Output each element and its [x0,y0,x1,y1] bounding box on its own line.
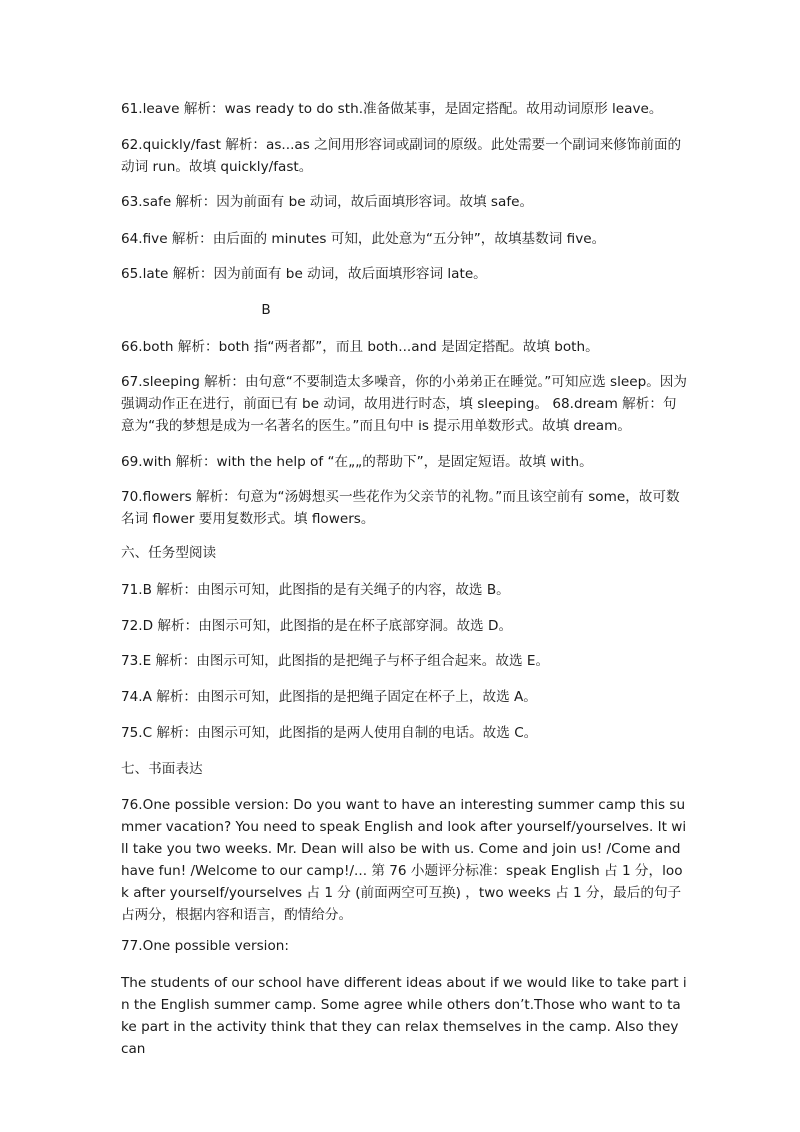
section-6-heading: 六、任务型阅读 [121,545,217,561]
answer-76: 76.One possible version: Do you want to have an interesting summer camp this summer vacation? You need to speak English and look after yourself/yourselves. It will take you two weeks. Mr. Dean will also be with us. Come and join us! /Come and have fun! /Welcome to our camp!/... 第 76 小题评分标准：speak English 占 1 分，look after yourself/yourselves 占 1 分 (前面两空可互换) ，two weeks 占 1 分，最后的句子占两分，根据内容和语言，酌情给分。 [121,797,687,923]
answer-77-body: The students of our school have different ideas about if we would like to take part in the English summer camp. Some agree while others don’t.Those who want to take part in the activity think that they can relax themselves in the camp. Also they can [121,975,687,1057]
section-7-heading: 七、书面表达 [121,761,203,777]
answer-70: 70.flowers 解析：句意为“汤姆想买一些花作为父亲节的礼物。”而且该空前有 some，故可数名词 flower 要用复数形式。填 flowers。 [121,489,680,527]
answer-62: 62.quickly/fast 解析：as...as 之间用形容词或副词的原级。此处需要一个副词来修饰前面的动词 run。故填 quickly/fast。 [121,137,682,175]
answer-69: 69.with 解析：with the help of “在„„的帮助下”，是固定短语。故填 with。 [121,454,593,470]
answer-63: 63.safe 解析：因为前面有 be 动词，故后面填形容词。故填 safe。 [121,194,534,210]
answer-67-68: 67.sleeping 解析：由句意“不要制造太多噪音，你的小弟弟正在睡觉。”可知应选 sleep。因为强调动作正在进行，前面已有 be 动词，故用进行时态，填 sleeping。 68.dream 解析：句意为“我的梦想是成为一名著名的医生。”而且句中 is 提示用单数形式。故填 dream。 [121,374,687,434]
answer-75: 75.C 解析：由图示可知，此图指的是两人使用自制的电话。故选 C。 [121,725,538,741]
answer-61: 61.leave 解析：was ready to do sth.准备做某事，是固定搭配。故用动词原形 leave。 [121,101,663,117]
answer-64: 64.five 解析：由后面的 minutes 可知，此处意为“五分钟”，故填基数词 five。 [121,231,606,247]
answer-71: 71.B 解析：由图示可知，此图指的是有关绳子的内容，故选 B。 [121,582,510,598]
answer-73: 73.E 解析：由图示可知，此图指的是把绳子与杯子组合起来。故选 E。 [121,653,550,669]
answer-77-heading: 77.One possible version: [121,938,289,954]
answer-72: 72.D 解析：由图示可知，此图指的是在杯子底部穿洞。故选 D。 [121,618,513,634]
section-b-heading: B [261,302,271,318]
answer-65: 65.late 解析：因为前面有 be 动词，故后面填形容词 late。 [121,266,487,282]
answer-66: 66.both 解析：both 指“两者都”，而且 both...and 是固定搭配。故填 both。 [121,339,599,355]
answer-74: 74.A 解析：由图示可知，此图指的是把绳子固定在杯子上，故选 A。 [121,689,537,705]
